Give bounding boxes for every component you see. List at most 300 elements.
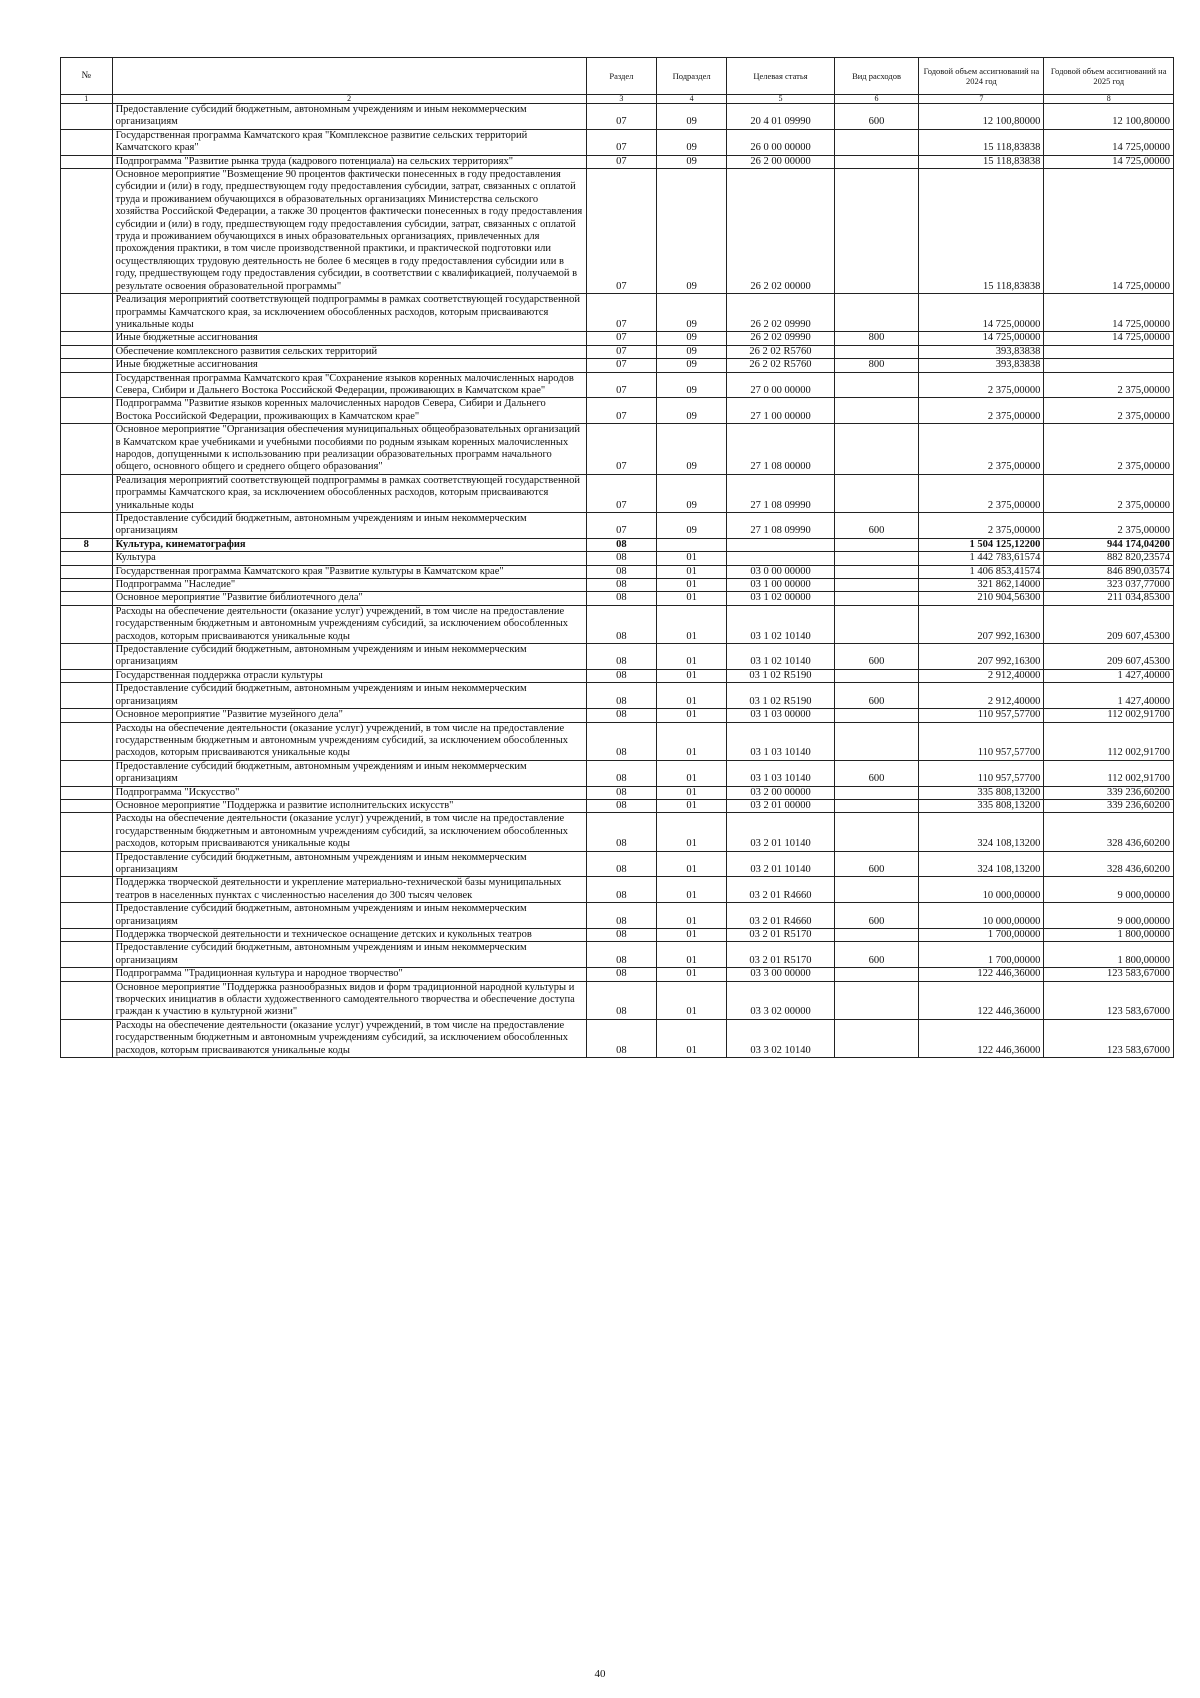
- section-code: 08: [586, 929, 656, 942]
- header-number: №: [61, 58, 113, 95]
- target-article-code: 27 1 08 00000: [727, 424, 835, 475]
- row-name: Подпрограмма "Развитие рынка труда (кадрового потенциала) на сельских территориях": [112, 155, 586, 168]
- expense-type-code: [834, 294, 919, 332]
- row-number: [61, 592, 113, 605]
- volume-2024: 393,83838: [919, 359, 1044, 372]
- volume-2025: 2 375,00000: [1044, 398, 1174, 424]
- expense-type-code: [834, 799, 919, 812]
- row-name: Реализация мероприятий соответствующей подпрограммы в рамках соответствующей государственной программы Камчатского края, за исключением обособленных расходов, которым присваиваются уникальные коды: [112, 474, 586, 512]
- volume-2025: 209 607,45300: [1044, 644, 1174, 670]
- target-article-code: 03 1 02 00000: [727, 592, 835, 605]
- row-number: [61, 851, 113, 877]
- table-row: [61, 332, 1174, 345]
- expense-type-code: 600: [834, 942, 919, 968]
- volume-2024: 335 808,13200: [919, 786, 1044, 799]
- subsection-code: 01: [656, 552, 726, 565]
- volume-2024: 10 000,00000: [919, 877, 1044, 903]
- volume-2024: 110 957,57700: [919, 722, 1044, 760]
- row-number: [61, 424, 113, 475]
- table-row: [61, 709, 1174, 722]
- section-code: 08: [586, 760, 656, 786]
- row-number: [61, 345, 113, 358]
- row-name: Предоставление субсидий бюджетным, автономным учреждениям и иным некоммерческим организациям: [112, 851, 586, 877]
- subsection-code: 09: [656, 424, 726, 475]
- subsection-code: 09: [656, 359, 726, 372]
- table-row: [61, 981, 1174, 1019]
- subsection-code: 01: [656, 799, 726, 812]
- volume-2024: 393,83838: [919, 345, 1044, 358]
- expense-type-code: [834, 474, 919, 512]
- volume-2025: 328 436,60200: [1044, 851, 1174, 877]
- subsection-code: 01: [656, 565, 726, 578]
- row-name: Подпрограмма "Искусство": [112, 786, 586, 799]
- volume-2025: 14 725,00000: [1044, 169, 1174, 294]
- table-row: [61, 669, 1174, 682]
- volume-2024: 2 912,40000: [919, 683, 1044, 709]
- subsection-code: 01: [656, 877, 726, 903]
- subsection-code: 09: [656, 474, 726, 512]
- row-name: Иные бюджетные ассигнования: [112, 359, 586, 372]
- subsection-code: 01: [656, 851, 726, 877]
- section-code: 07: [586, 345, 656, 358]
- target-article-code: 03 3 02 00000: [727, 981, 835, 1019]
- expense-type-code: [834, 669, 919, 682]
- volume-2024: 207 992,16300: [919, 605, 1044, 643]
- table-row: [61, 104, 1174, 130]
- column-number: 5: [727, 95, 835, 104]
- volume-2024: 110 957,57700: [919, 760, 1044, 786]
- row-name: Подпрограмма "Наследие": [112, 579, 586, 592]
- row-name: Культура, кинематография: [112, 538, 586, 551]
- volume-2024: 324 108,13200: [919, 851, 1044, 877]
- row-name: Государственная поддержка отрасли культуры: [112, 669, 586, 682]
- subsection-code: 01: [656, 1019, 726, 1057]
- volume-2025: 323 037,77000: [1044, 579, 1174, 592]
- row-number: [61, 155, 113, 168]
- section-code: 07: [586, 155, 656, 168]
- volume-2025: 882 820,23574: [1044, 552, 1174, 565]
- target-article-code: 03 1 02 10140: [727, 605, 835, 643]
- row-name: Расходы на обеспечение деятельности (оказание услуг) учреждений, в том числе на предоставление государственным бюджетным и автономным учреждениям субсидий, за исключением обособленных расходов, которым присваиваются уникальные коды: [112, 1019, 586, 1057]
- subsection-code: 01: [656, 929, 726, 942]
- volume-2024: 122 446,36000: [919, 1019, 1044, 1057]
- header-row: [61, 58, 1174, 95]
- volume-2024: 15 118,83838: [919, 129, 1044, 155]
- subsection-code: 09: [656, 345, 726, 358]
- row-number: [61, 799, 113, 812]
- target-article-code: [727, 538, 835, 551]
- row-name: Предоставление субсидий бюджетным, автономным учреждениям и иным некоммерческим организациям: [112, 942, 586, 968]
- header-subsection: Подраздел: [656, 58, 726, 95]
- volume-2024: 210 904,56300: [919, 592, 1044, 605]
- section-code: 08: [586, 644, 656, 670]
- volume-2025: 211 034,85300: [1044, 592, 1174, 605]
- row-number: [61, 1019, 113, 1057]
- target-article-code: 03 2 01 R4660: [727, 903, 835, 929]
- table-row: [61, 644, 1174, 670]
- expense-type-code: [834, 424, 919, 475]
- table-row: [61, 929, 1174, 942]
- subsection-code: 01: [656, 579, 726, 592]
- volume-2024: 2 375,00000: [919, 513, 1044, 539]
- volume-2024: 1 406 853,41574: [919, 565, 1044, 578]
- row-number: [61, 981, 113, 1019]
- row-number: [61, 786, 113, 799]
- volume-2024: 1 700,00000: [919, 929, 1044, 942]
- volume-2025: 9 000,00000: [1044, 903, 1174, 929]
- expense-type-code: [834, 813, 919, 851]
- table-row: [61, 799, 1174, 812]
- volume-2025: 1 427,40000: [1044, 669, 1174, 682]
- row-number: [61, 332, 113, 345]
- expense-type-code: [834, 981, 919, 1019]
- expense-type-code: 600: [834, 903, 919, 929]
- subsection-code: 01: [656, 669, 726, 682]
- target-article-code: 27 1 08 09990: [727, 513, 835, 539]
- expense-type-code: [834, 372, 919, 398]
- subsection-code: 09: [656, 398, 726, 424]
- volume-2024: 2 912,40000: [919, 669, 1044, 682]
- table-row: [61, 683, 1174, 709]
- row-name: Основное мероприятие "Организация обеспечения муниципальных общеобразовательных организаций в Камчатском крае учебниками и учебными пособиями по родным языкам коренных малочисленных народов, допущенными к использованию при реализации образовательных программ начального общего, основного общего и среднего общего образования": [112, 424, 586, 475]
- table-row: [61, 565, 1174, 578]
- section-code: 08: [586, 903, 656, 929]
- expense-type-code: [834, 565, 919, 578]
- expense-type-code: [834, 786, 919, 799]
- expense-type-code: [834, 538, 919, 551]
- volume-2024: 2 375,00000: [919, 474, 1044, 512]
- subsection-code: 01: [656, 981, 726, 1019]
- row-number: [61, 372, 113, 398]
- subsection-code: 01: [656, 813, 726, 851]
- row-name: Основное мероприятие "Поддержка разнообразных видов и форм традиционной народной культуры и творческих инициатив в области художественного самодеятельного творчества и обеспечение доступа граждан к участию в культурной жизни": [112, 981, 586, 1019]
- volume-2025: 1 427,40000: [1044, 683, 1174, 709]
- row-number: [61, 683, 113, 709]
- volume-2024: 122 446,36000: [919, 968, 1044, 981]
- header-target-article: Целевая статья: [727, 58, 835, 95]
- row-name: Предоставление субсидий бюджетным, автономным учреждениям и иным некоммерческим организациям: [112, 513, 586, 539]
- volume-2025: 2 375,00000: [1044, 372, 1174, 398]
- row-name: Основное мероприятие "Развитие музейного дела": [112, 709, 586, 722]
- volume-2024: 1 442 783,61574: [919, 552, 1044, 565]
- expense-type-code: [834, 1019, 919, 1057]
- volume-2025: 339 236,60200: [1044, 786, 1174, 799]
- expense-type-code: 600: [834, 513, 919, 539]
- volume-2024: 1 504 125,12200: [919, 538, 1044, 551]
- volume-2025: [1044, 345, 1174, 358]
- column-number: 7: [919, 95, 1044, 104]
- expense-type-code: [834, 579, 919, 592]
- table-row: [61, 538, 1174, 551]
- row-number: [61, 709, 113, 722]
- header-volume-2025: Годовой объем ассигнований на 2025 год: [1044, 58, 1174, 95]
- row-number: [61, 565, 113, 578]
- row-name: Расходы на обеспечение деятельности (оказание услуг) учреждений, в том числе на предоставление государственным бюджетным и автономным учреждениям субсидий, за исключением обособленных расходов, которым присваиваются уникальные коды: [112, 722, 586, 760]
- header-name: [112, 58, 586, 95]
- expense-type-code: 800: [834, 332, 919, 345]
- volume-2025: 209 607,45300: [1044, 605, 1174, 643]
- target-article-code: 03 2 00 00000: [727, 786, 835, 799]
- subsection-code: 09: [656, 104, 726, 130]
- row-number: [61, 474, 113, 512]
- row-name: Подпрограмма "Традиционная культура и народное творчество": [112, 968, 586, 981]
- row-name: Основное мероприятие "Возмещение 90 процентов фактически понесенных в году предоставления субсидии и (или) в году, предшествующем году предоставления субсидии, затрат, связанных с оплатой труда и проживанием обучающихся в образовательных организациях Министерства сельского хозяйства Российской Федерации, а также 30 процентов фактически понесенных в году предоставления субсидии и (или) в году, предшествующем году предоставления субсидии, затрат, связанных с оплатой труда и проживанием обучающихся в иных образовательных организациях, привлеченных для прохождения практики, в том числе производственной практики, и практической подготовки или осуществляющих трудовую деятельность не более 6 месяцев в году предоставления субсидии или в году, предшествующем году предоставления субсидии, в соответствии с квалификацией, получаемой в результате освоения образовательной программы": [112, 169, 586, 294]
- volume-2025: 14 725,00000: [1044, 294, 1174, 332]
- subsection-code: 01: [656, 968, 726, 981]
- row-name: Основное мероприятие "Развитие библиотечного дела": [112, 592, 586, 605]
- volume-2024: 15 118,83838: [919, 155, 1044, 168]
- header-expense-type: Вид расходов: [834, 58, 919, 95]
- volume-2025: 112 002,91700: [1044, 722, 1174, 760]
- volume-2025: 1 800,00000: [1044, 942, 1174, 968]
- volume-2025: 944 174,04200: [1044, 538, 1174, 551]
- volume-2025: 14 725,00000: [1044, 332, 1174, 345]
- section-code: 07: [586, 129, 656, 155]
- row-number: [61, 398, 113, 424]
- expense-type-code: [834, 709, 919, 722]
- target-article-code: 03 1 03 10140: [727, 722, 835, 760]
- row-number: [61, 169, 113, 294]
- expense-type-code: 600: [834, 104, 919, 130]
- table-row: [61, 372, 1174, 398]
- table-row: [61, 968, 1174, 981]
- table-row: [61, 129, 1174, 155]
- target-article-code: 03 1 02 R5190: [727, 683, 835, 709]
- volume-2025: 339 236,60200: [1044, 799, 1174, 812]
- expense-type-code: [834, 345, 919, 358]
- section-code: 08: [586, 565, 656, 578]
- section-code: 08: [586, 813, 656, 851]
- row-number: [61, 513, 113, 539]
- table-row: [61, 942, 1174, 968]
- row-number: [61, 579, 113, 592]
- row-name: Предоставление субсидий бюджетным, автономным учреждениям и иным некоммерческим организациям: [112, 903, 586, 929]
- section-code: 08: [586, 579, 656, 592]
- volume-2025: 123 583,67000: [1044, 968, 1174, 981]
- volume-2024: 14 725,00000: [919, 332, 1044, 345]
- section-code: 07: [586, 424, 656, 475]
- subsection-code: 09: [656, 372, 726, 398]
- target-article-code: 03 2 01 R5170: [727, 929, 835, 942]
- volume-2025: 12 100,80000: [1044, 104, 1174, 130]
- row-number: [61, 813, 113, 851]
- volume-2024: 2 375,00000: [919, 372, 1044, 398]
- volume-2024: 2 375,00000: [919, 398, 1044, 424]
- expense-type-code: 600: [834, 644, 919, 670]
- target-article-code: 27 0 00 00000: [727, 372, 835, 398]
- volume-2025: [1044, 359, 1174, 372]
- volume-2025: 123 583,67000: [1044, 1019, 1174, 1057]
- row-name: Предоставление субсидий бюджетным, автономным учреждениям и иным некоммерческим организациям: [112, 683, 586, 709]
- table-row: [61, 345, 1174, 358]
- column-number: 6: [834, 95, 919, 104]
- column-number: 2: [112, 95, 586, 104]
- target-article-code: 03 1 02 R5190: [727, 669, 835, 682]
- volume-2025: 14 725,00000: [1044, 155, 1174, 168]
- row-name: Предоставление субсидий бюджетным, автономным учреждениям и иным некоммерческим организациям: [112, 644, 586, 670]
- section-code: 08: [586, 1019, 656, 1057]
- row-number: [61, 359, 113, 372]
- header-section: Раздел: [586, 58, 656, 95]
- expense-type-code: [834, 968, 919, 981]
- subsection-code: 09: [656, 513, 726, 539]
- subsection-code: 09: [656, 129, 726, 155]
- row-name: Подпрограмма "Развитие языков коренных малочисленных народов Севера, Сибири и Дальнего Востока Российской Федерации, проживающих в Камчатском крае": [112, 398, 586, 424]
- target-article-code: 03 2 01 10140: [727, 813, 835, 851]
- target-article-code: [727, 552, 835, 565]
- section-code: 08: [586, 877, 656, 903]
- expense-type-code: [834, 929, 919, 942]
- section-code: 07: [586, 294, 656, 332]
- row-number: [61, 605, 113, 643]
- column-number: 8: [1044, 95, 1174, 104]
- target-article-code: 03 0 00 00000: [727, 565, 835, 578]
- section-code: 08: [586, 942, 656, 968]
- target-article-code: 26 2 02 R5760: [727, 345, 835, 358]
- section-code: 07: [586, 372, 656, 398]
- row-name: Предоставление субсидий бюджетным, автономным учреждениям и иным некоммерческим организациям: [112, 104, 586, 130]
- subsection-code: 01: [656, 903, 726, 929]
- row-number: [61, 877, 113, 903]
- expense-type-code: 600: [834, 851, 919, 877]
- row-name: Поддержка творческой деятельности и техническое оснащение детских и кукольных театров: [112, 929, 586, 942]
- table-row: [61, 579, 1174, 592]
- volume-2024: 1 700,00000: [919, 942, 1044, 968]
- volume-2025: 9 000,00000: [1044, 877, 1174, 903]
- row-number: [61, 722, 113, 760]
- subsection-code: 09: [656, 332, 726, 345]
- volume-2025: 328 436,60200: [1044, 813, 1174, 851]
- section-code: 07: [586, 359, 656, 372]
- expense-type-code: [834, 398, 919, 424]
- target-article-code: 03 3 02 10140: [727, 1019, 835, 1057]
- target-article-code: 03 2 01 R4660: [727, 877, 835, 903]
- volume-2024: 110 957,57700: [919, 709, 1044, 722]
- volume-2024: 10 000,00000: [919, 903, 1044, 929]
- volume-2025: 112 002,91700: [1044, 709, 1174, 722]
- expense-type-code: [834, 552, 919, 565]
- row-name: Иные бюджетные ассигнования: [112, 332, 586, 345]
- section-code: 07: [586, 474, 656, 512]
- target-article-code: 03 1 00 00000: [727, 579, 835, 592]
- volume-2024: 12 100,80000: [919, 104, 1044, 130]
- section-code: 08: [586, 605, 656, 643]
- target-article-code: 26 2 02 09990: [727, 294, 835, 332]
- subsection-code: 01: [656, 605, 726, 643]
- row-name: Предоставление субсидий бюджетным, автономным учреждениям и иным некоммерческим организациям: [112, 760, 586, 786]
- section-code: 08: [586, 851, 656, 877]
- subsection-code: 01: [656, 942, 726, 968]
- expense-type-code: 600: [834, 760, 919, 786]
- target-article-code: 26 2 02 R5760: [727, 359, 835, 372]
- subsection-code: 01: [656, 644, 726, 670]
- row-number: [61, 294, 113, 332]
- volume-2025: 846 890,03574: [1044, 565, 1174, 578]
- row-name: Государственная программа Камчатского края "Сохранение языков коренных малочисленных народов Севера, Сибири и Дальнего Востока Российской Федерации, проживающих в Камчатском крае": [112, 372, 586, 398]
- section-code: 08: [586, 552, 656, 565]
- target-article-code: 26 2 02 09990: [727, 332, 835, 345]
- volume-2024: 321 862,14000: [919, 579, 1044, 592]
- expense-type-code: [834, 155, 919, 168]
- row-number: [61, 104, 113, 130]
- table-row: [61, 424, 1174, 475]
- volume-2024: 207 992,16300: [919, 644, 1044, 670]
- target-article-code: 27 1 08 09990: [727, 474, 835, 512]
- row-name: Реализация мероприятий соответствующей подпрограммы в рамках соответствующей государственной программы Камчатского края, за исключением обособленных расходов, которым присваиваются уникальные коды: [112, 294, 586, 332]
- budget-table: [60, 57, 1174, 1058]
- row-name: Государственная программа Камчатского края "Развитие культуры в Камчатском крае": [112, 565, 586, 578]
- header-volume-2024: Годовой объем ассигнований на 2024 год: [919, 58, 1044, 95]
- section-code: 07: [586, 169, 656, 294]
- row-name: Государственная программа Камчатского края "Комплексное развитие сельских территорий Камчатского края": [112, 129, 586, 155]
- volume-2025: 1 800,00000: [1044, 929, 1174, 942]
- row-number: [61, 552, 113, 565]
- section-code: 08: [586, 709, 656, 722]
- volume-2024: 335 808,13200: [919, 799, 1044, 812]
- volume-2024: 324 108,13200: [919, 813, 1044, 851]
- section-code: 08: [586, 538, 656, 551]
- table-row: [61, 903, 1174, 929]
- row-number: [61, 760, 113, 786]
- target-article-code: 03 1 03 00000: [727, 709, 835, 722]
- expense-type-code: 600: [834, 683, 919, 709]
- column-number: 1: [61, 95, 113, 104]
- section-code: 08: [586, 669, 656, 682]
- table-row: [61, 169, 1174, 294]
- page-number: 40: [594, 1668, 606, 1680]
- subsection-code: 09: [656, 155, 726, 168]
- target-article-code: 26 2 00 00000: [727, 155, 835, 168]
- expense-type-code: [834, 877, 919, 903]
- section-code: 08: [586, 722, 656, 760]
- volume-2025: 123 583,67000: [1044, 981, 1174, 1019]
- target-article-code: 20 4 01 09990: [727, 104, 835, 130]
- table-row: [61, 155, 1174, 168]
- section-code: 08: [586, 786, 656, 799]
- table-row: [61, 851, 1174, 877]
- table-row: [61, 605, 1174, 643]
- expense-type-code: 800: [834, 359, 919, 372]
- subsection-code: 01: [656, 786, 726, 799]
- table-row: [61, 359, 1174, 372]
- table-row: [61, 474, 1174, 512]
- row-name: Обеспечение комплексного развития сельских территорий: [112, 345, 586, 358]
- row-name: Расходы на обеспечение деятельности (оказание услуг) учреждений, в том числе на предоставление государственным бюджетным и автономным учреждениям субсидий, за исключением обособленных расходов, которым присваиваются уникальные коды: [112, 605, 586, 643]
- row-number: [61, 669, 113, 682]
- table-row: [61, 513, 1174, 539]
- subsection-code: 01: [656, 760, 726, 786]
- section-code: 07: [586, 104, 656, 130]
- target-article-code: 03 2 01 00000: [727, 799, 835, 812]
- subsection-code: 01: [656, 709, 726, 722]
- target-article-code: 03 1 03 10140: [727, 760, 835, 786]
- column-number: 3: [586, 95, 656, 104]
- volume-2025: 112 002,91700: [1044, 760, 1174, 786]
- row-number: [61, 942, 113, 968]
- table-row: [61, 760, 1174, 786]
- section-code: 08: [586, 683, 656, 709]
- subsection-code: 09: [656, 294, 726, 332]
- column-number-row: [61, 95, 1174, 104]
- row-name: Поддержка творческой деятельности и укрепление материально-технической базы муниципальных театров в населенных пунктах с численностью населения до 300 тысяч человек: [112, 877, 586, 903]
- target-article-code: 26 0 00 00000: [727, 129, 835, 155]
- row-name: Расходы на обеспечение деятельности (оказание услуг) учреждений, в том числе на предоставление государственным бюджетным и автономным учреждениям субсидий, за исключением обособленных расходов, которым присваиваются уникальные коды: [112, 813, 586, 851]
- target-article-code: 03 2 01 10140: [727, 851, 835, 877]
- row-number: [61, 903, 113, 929]
- section-code: 08: [586, 592, 656, 605]
- row-name: Основное мероприятие "Поддержка и развитие исполнительских искусств": [112, 799, 586, 812]
- expense-type-code: [834, 169, 919, 294]
